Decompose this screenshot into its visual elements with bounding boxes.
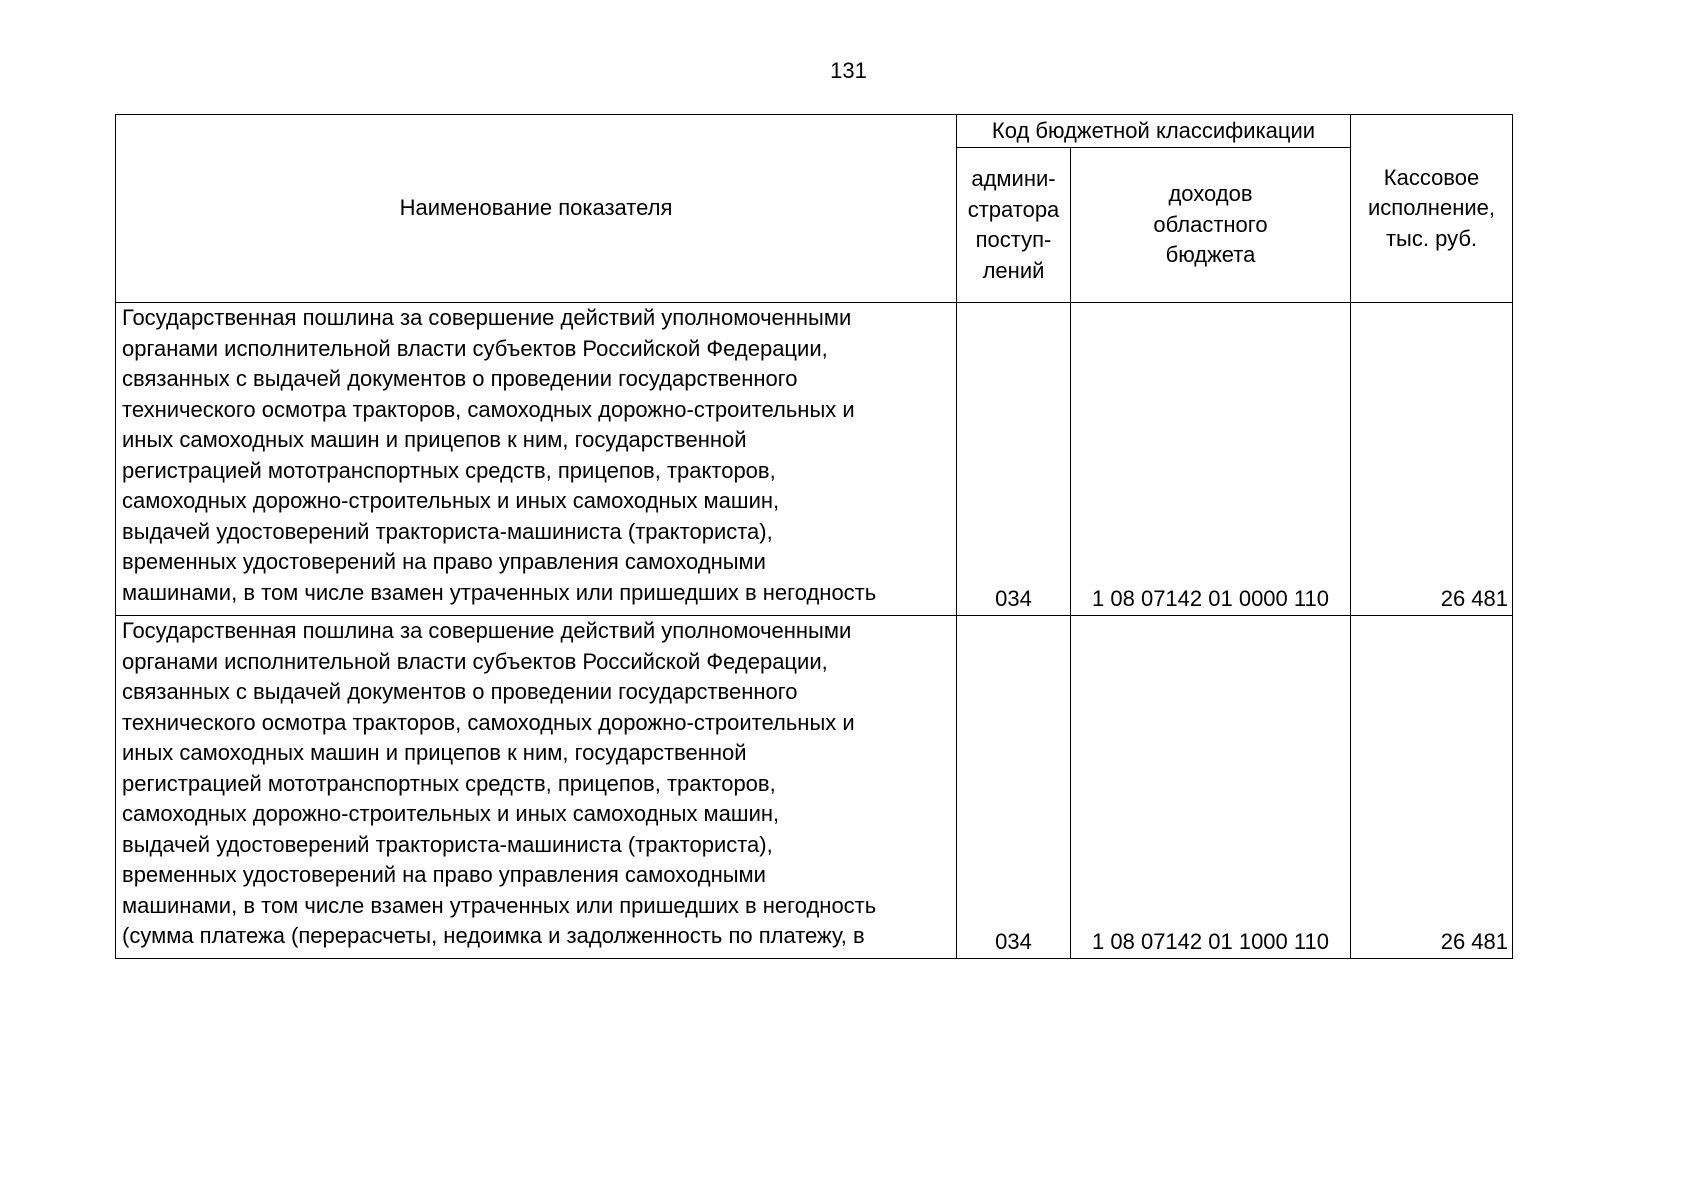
header-code-group-cell: [957, 115, 1351, 148]
row-name-line: (сумма платежа (перерасчеты, недоимка и задолженность по платежу, в: [122, 923, 865, 948]
row-name-line: временных удостоверений на право управления самоходными: [122, 549, 766, 574]
row-name-cell: [116, 303, 957, 616]
header-admin-cell: [957, 148, 1071, 303]
row-name-line: органами исполнительной власти субъектов Российской Федерации,: [122, 648, 828, 674]
row-name-line: машинами, в том числе взамен утраченных или пришедших в негодность: [122, 892, 877, 918]
row-income-code: 1 08 07142 01 1000 110: [1071, 616, 1351, 959]
row-name-line: регистрацией мототранспортных средств, прицепов, тракторов,: [122, 770, 776, 796]
row-amount: 26 481: [1351, 616, 1513, 959]
header-income-cell: [1071, 148, 1351, 303]
row-name-line: самоходных дорожно-строительных и иных самоходных машин,: [122, 801, 780, 826]
header-row-1: [116, 115, 1513, 148]
row-name-line: технического осмотра тракторов, самоходных дорожно-строительных и: [122, 709, 855, 735]
row-name-line: иных самоходных машин и прицепов к ним, государственной: [122, 740, 747, 765]
table-row: [116, 303, 1513, 616]
header-income-label: доходов областного бюджета: [1153, 181, 1268, 268]
row-admin-code: 034: [957, 303, 1071, 616]
header-name-cell: [116, 115, 957, 303]
row-name-line: Государственная пошлина за совершение действий уполномоченными: [122, 305, 852, 330]
row-name-line: выдачей удостоверений тракториста-машиниста (тракториста),: [122, 831, 773, 857]
row-income-code: 1 08 07142 01 0000 110: [1071, 303, 1351, 616]
row-name-cell: [116, 616, 957, 959]
row-name-line: регистрацией мототранспортных средств, прицепов, тракторов,: [122, 457, 776, 483]
header-amount-label: Кассовое исполнение, тыс. руб.: [1368, 164, 1495, 251]
budget-table: [115, 114, 1513, 959]
header-name-label: Наименование показателя: [399, 195, 673, 221]
page-number: 131: [830, 58, 867, 83]
row-name-line: технического осмотра тракторов, самоходных дорожно-строительных и: [122, 396, 855, 422]
row-name-line: временных удостоверений на право управления самоходными: [122, 862, 766, 887]
table-row: [116, 616, 1513, 959]
row-name-line: машинами, в том числе взамен утраченных или пришедших в негодность: [122, 579, 877, 605]
row-name-line: выдачей удостоверений тракториста-машиниста (тракториста),: [122, 518, 773, 544]
header-code-group-label: Код бюджетной классификации: [991, 118, 1316, 143]
row-name-line: связанных с выдачей документов о проведении государственного: [122, 366, 798, 391]
row-amount: 26 481: [1351, 303, 1513, 616]
header-admin-label: админи- стратора поступ- лений: [967, 166, 1060, 283]
row-name-line: самоходных дорожно-строительных и иных самоходных машин,: [122, 488, 780, 513]
row-admin-code: 034: [957, 616, 1071, 959]
row-name-line: органами исполнительной власти субъектов Российской Федерации,: [122, 335, 828, 361]
row-name-line: иных самоходных машин и прицепов к ним, государственной: [122, 427, 747, 452]
row-name-line: Государственная пошлина за совершение действий уполномоченными: [122, 618, 852, 643]
header-amount-cell: [1351, 115, 1513, 303]
row-name-line: связанных с выдачей документов о проведении государственного: [122, 679, 798, 704]
